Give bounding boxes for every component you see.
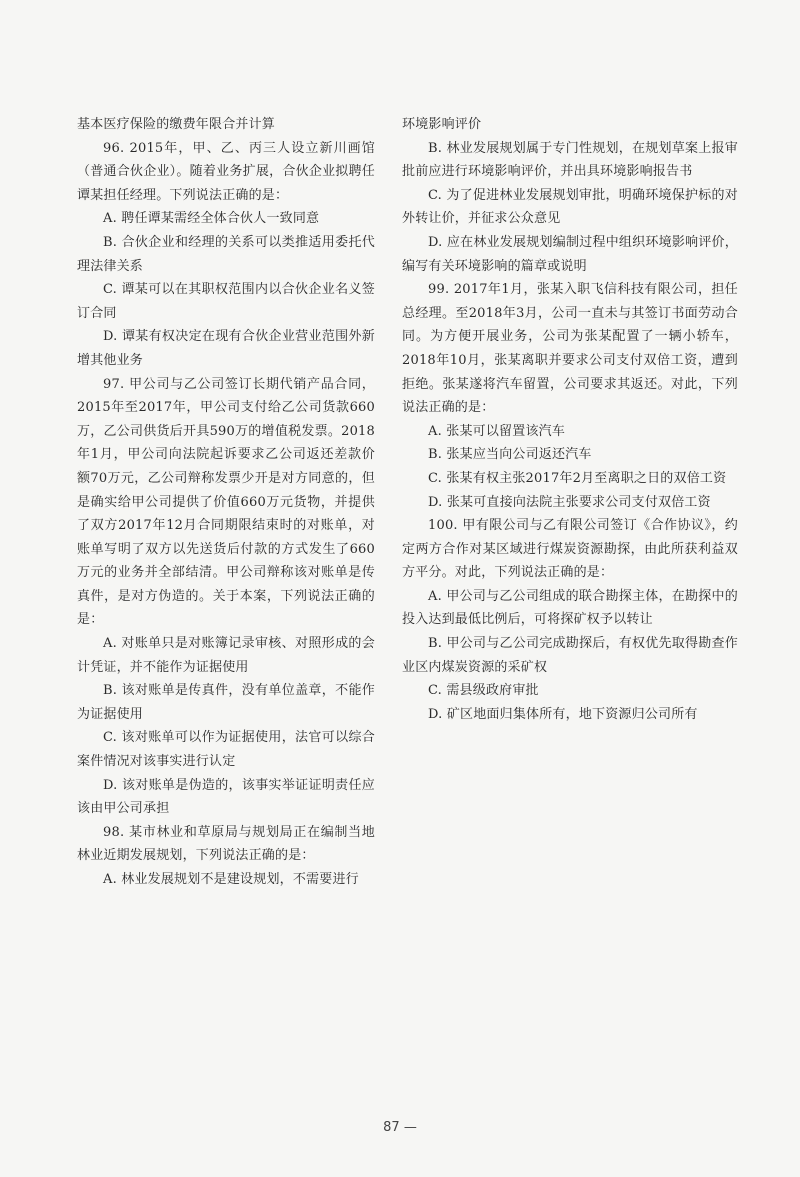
question-99: 99. 2017年1月，张某入职飞信科技有限公司，担任总经理。至2018年3月，公司一直未与其签订书面劳动合同。为方便开展业务，公司为张某配置了一辆小轿车，2018年10月，张某离职并要求公司支付双倍工资，遭到拒绝。张某遂将汽车留置，公司要求其返还。对此，下列说法正确的是： xyxy=(402,282,738,416)
option-97-c: C. 该对账单可以作为证据使用，法官可以综合案件情况对该事实进行认定 xyxy=(77,730,375,770)
option-98-b: B. 林业发展规划属于专门性规划，在规划草案上报审批前应进行环境影响评价，并出具环境影响报告书 xyxy=(402,140,738,180)
option-96-c: C. 谭某可以在其职权范围内以合伙企业名义签订合同 xyxy=(77,282,375,321)
option-100-d: D. 矿区地面归集体所有，地下资源归公司所有 xyxy=(428,706,698,722)
option-96-d: D. 谭某有权决定在现有合伙企业营业范围外新增其他业务 xyxy=(77,329,375,368)
option-99-d: D. 张某可直接向法院主张要求公司支付双倍工资 xyxy=(428,494,711,510)
option-98-d: D. 应在林业发展规划编制过程中组织环境影响评价，编写有关环境影响的篇章或说明 xyxy=(402,234,738,274)
page-number: 87 — xyxy=(383,1120,417,1135)
option-97-b: B. 该对账单是传真件，没有单位盖章，不能作为证据使用 xyxy=(77,683,375,722)
paragraph: 环境影响评价 xyxy=(402,117,482,132)
option-96-b: B. 合伙企业和经理的关系可以类推适用委托代理法律关系 xyxy=(77,234,375,274)
option-98-a: A. 林业发展规划不是建设规划，不需要进行 xyxy=(103,872,359,887)
question-98: 98. 某市林业和草原局与规划局正在编制当地林业近期发展规划，下列说法正确的是： xyxy=(77,824,375,864)
option-97-d: D. 该对账单是伪造的，该事实举证证明责任应该由甲公司承担 xyxy=(77,777,375,817)
option-99-b: B. 张某应当向公司返还汽车 xyxy=(428,447,592,463)
paragraph: 基本医疗保险的缴费年限合并计算 xyxy=(77,117,276,132)
option-96-a: A. 聘任谭某需经全体合伙人一致同意 xyxy=(103,211,320,227)
option-100-b: B. 甲公司与乙公司完成勘探后，有权优先取得勘查作业区内煤炭资源的采矿权 xyxy=(402,636,738,675)
option-98-c: C. 为了促进林业发展规划审批，明确环境保护标的对外转让价，并征求公众意见 xyxy=(402,187,738,227)
option-97-a: A. 对账单只是对账簿记录审核、对照形成的会计凭证，并不能作为证据使用 xyxy=(77,636,375,675)
option-99-c: C. 张某有权主张2017年2月至离职之日的双倍工资 xyxy=(428,470,727,486)
right-column xyxy=(402,113,738,726)
option-100-c: C. 需县级政府审批 xyxy=(428,683,539,699)
left-column xyxy=(77,113,375,892)
question-97: 97. 甲公司与乙公司签订长期代销产品合同，2015年至2017年，甲公司支付给乙公司货款660万，乙公司供货后开具590万的增值税发票。2018年1月，甲公司向法院起诉要求乙公司返还差款价额70万元，乙公司辩称发票少开是对方同意的，但是确实给甲公司提供了价值660万元货物，并提供了双方2017年12月合同期限结束时的对账单，对账单写明了双方以先送货后付款的方式发生了660万元的业务并全部结清。甲公司辩称该对账单是传真件，是对方伪造的。关于本案，下列说法正确的是： xyxy=(77,376,375,628)
option-99-a: A. 张某可以留置该汽车 xyxy=(428,423,566,439)
question-100: 100. 甲有限公司与乙有限公司签订《合作协议》，约定两方合作对某区域进行煤炭资源勘探，由此所获利益双方平分。对此，下列说法正确的是： xyxy=(402,518,738,581)
option-100-a: A. 甲公司与乙公司组成的联合勘探主体，在勘探中的投入达到最低比例后，可将探矿权予以转让 xyxy=(402,588,738,628)
question-96: 96. 2015年，甲、乙、丙三人设立新川画馆（普通合伙企业）。随着业务扩展，合伙企业拟聘任谭某担任经理。下列说法正确的是： xyxy=(77,140,375,203)
